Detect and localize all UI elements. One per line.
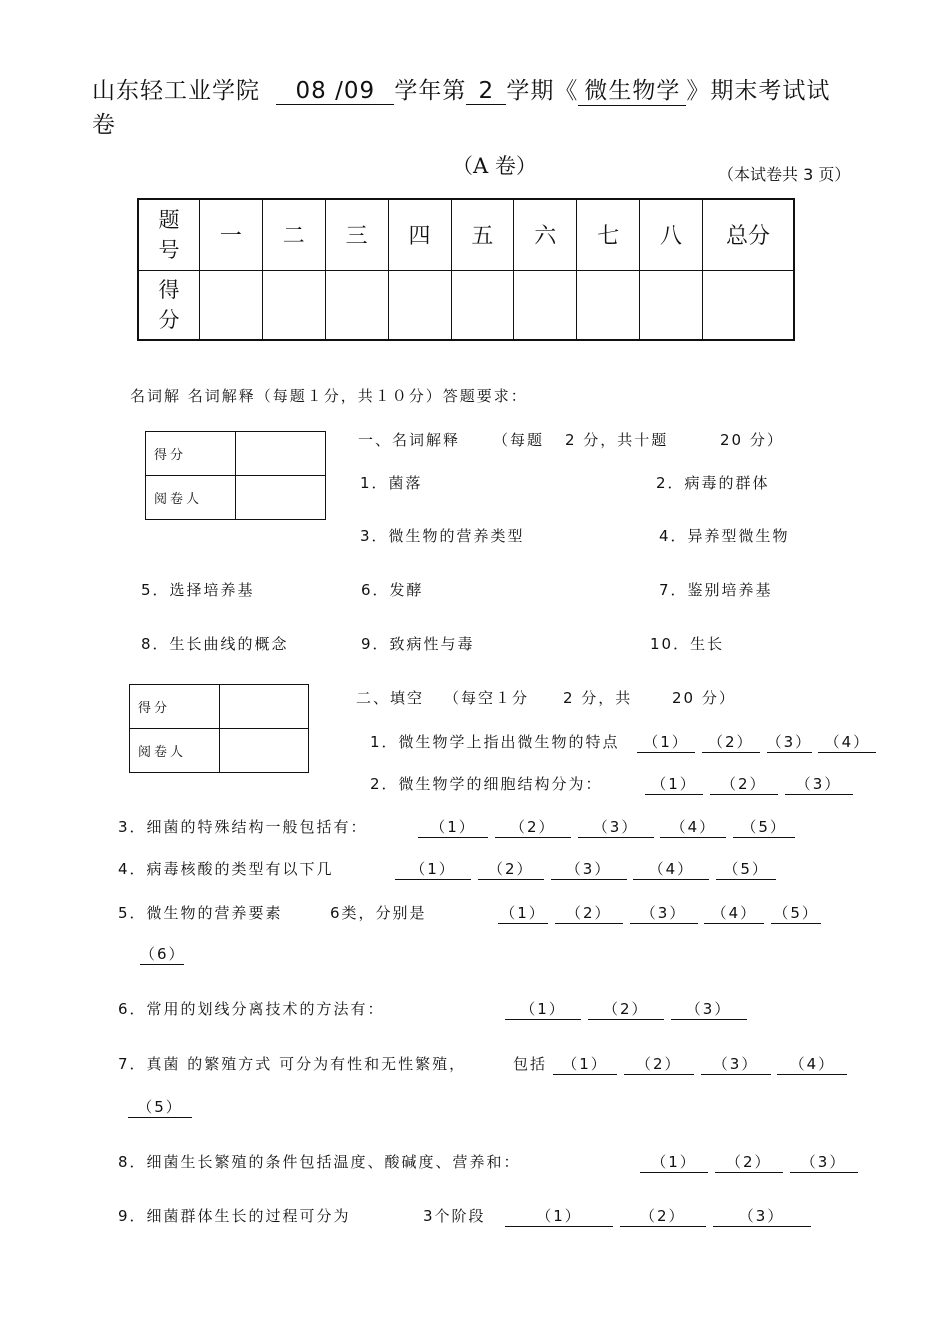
grader-score-cell[interactable] bbox=[220, 685, 309, 729]
answer-blank[interactable]: （1） bbox=[498, 902, 548, 924]
grader-score-cell[interactable] bbox=[236, 432, 326, 476]
term-item: 9．致病性与毒 bbox=[361, 635, 475, 653]
section-intro: 名词解 名词解释（每题１分，共１０分）答题要求： bbox=[130, 387, 528, 405]
answer-blank[interactable]: （5） bbox=[771, 902, 821, 924]
row-label-score: 得 分 bbox=[138, 270, 200, 340]
answer-blanks bbox=[498, 902, 821, 924]
col-header: 三 bbox=[325, 199, 388, 270]
answer-blank[interactable]: （4） bbox=[777, 1053, 847, 1075]
answer-blank[interactable]: （3） bbox=[578, 816, 654, 838]
question-text: 5．微生物的营养要素 bbox=[118, 904, 283, 922]
answer-blank[interactable]: （4） bbox=[660, 816, 726, 838]
course-name: 微生物学 bbox=[578, 72, 686, 106]
answer-blank[interactable]: （3） bbox=[790, 1151, 858, 1173]
answer-blank[interactable]: （1） bbox=[637, 731, 695, 753]
answer-blank[interactable]: （1） bbox=[553, 1053, 617, 1075]
part1-heading: 2 分，共十题 bbox=[565, 431, 669, 449]
answer-blanks bbox=[128, 1096, 192, 1118]
term-item: 8．生长曲线的概念 bbox=[141, 635, 289, 653]
term-item: 7．鉴别培养基 bbox=[659, 581, 773, 599]
part2-heading: （每空１分 bbox=[444, 689, 530, 707]
term-item: 6．发酵 bbox=[361, 581, 424, 599]
question-text: 8．细菌生长繁殖的条件包括温度、酸碱度、营养和： bbox=[118, 1153, 521, 1171]
pages-note: （本试卷共 3 页） bbox=[718, 165, 851, 184]
answer-blank[interactable]: （2） bbox=[478, 858, 544, 880]
answer-blank[interactable]: （1） bbox=[645, 773, 703, 795]
answer-blanks bbox=[395, 858, 776, 880]
col-header: 四 bbox=[388, 199, 451, 270]
answer-blank[interactable]: （3） bbox=[701, 1053, 771, 1075]
answer-blank[interactable]: （3） bbox=[766, 733, 813, 751]
answer-blank[interactable]: （2） bbox=[710, 773, 778, 795]
question-text: 6．常用的划线分离技术的方法有： bbox=[118, 1000, 385, 1018]
question-mid: 6类，分别是 bbox=[330, 904, 427, 922]
grader-score-label: 得分 bbox=[146, 432, 236, 476]
score-cell[interactable] bbox=[451, 270, 514, 340]
answer-blank[interactable]: （2） bbox=[715, 1151, 783, 1173]
answer-blank[interactable]: （2） bbox=[588, 998, 664, 1020]
grader-name-label: 阅卷人 bbox=[146, 476, 236, 520]
semester-text: 学期《 bbox=[506, 78, 579, 104]
term-item: 4．异养型微生物 bbox=[659, 527, 790, 545]
answer-blank[interactable]: （3） bbox=[713, 1205, 811, 1227]
answer-blank[interactable]: （1） bbox=[418, 816, 488, 838]
col-header: 六 bbox=[514, 199, 577, 270]
answer-blank[interactable]: （4） bbox=[633, 858, 709, 880]
grader-name-cell[interactable] bbox=[236, 476, 326, 520]
answer-blanks bbox=[140, 943, 184, 965]
col-header: 二 bbox=[262, 199, 325, 270]
answer-blank[interactable]: （1） bbox=[640, 1151, 708, 1173]
grader-score-label: 得分 bbox=[130, 685, 220, 729]
answer-blank[interactable]: （2） bbox=[495, 816, 571, 838]
answer-blanks bbox=[637, 731, 876, 753]
answer-blank[interactable]: （2） bbox=[620, 1205, 706, 1227]
question-text: 2．微生物学的细胞结构分为： bbox=[370, 775, 603, 793]
school-name: 山东轻工业学院 bbox=[92, 78, 260, 104]
answer-blank[interactable]: （6） bbox=[140, 945, 186, 963]
part1-heading: 一、名词解释 bbox=[358, 431, 461, 449]
col-header: 一 bbox=[200, 199, 263, 270]
term-item: 2．病毒的群体 bbox=[656, 474, 770, 492]
answer-blank[interactable]: （2） bbox=[555, 902, 623, 924]
answer-blank[interactable]: （1） bbox=[505, 998, 581, 1020]
score-cell[interactable] bbox=[703, 270, 795, 340]
term-item: 1．菌落 bbox=[360, 474, 423, 492]
col-header: 五 bbox=[451, 199, 514, 270]
answer-blank[interactable]: （1） bbox=[395, 858, 471, 880]
paper-type: （A 卷） bbox=[452, 154, 537, 178]
semester-number: 2 bbox=[466, 78, 506, 105]
score-cell[interactable] bbox=[325, 270, 388, 340]
score-cell[interactable] bbox=[514, 270, 577, 340]
col-header-total: 总分 bbox=[703, 199, 795, 270]
row-label-question: 题 号 bbox=[138, 199, 200, 270]
answer-blank[interactable]: （3） bbox=[630, 902, 698, 924]
answer-blank[interactable]: （5） bbox=[716, 858, 776, 880]
score-cell[interactable] bbox=[388, 270, 451, 340]
answer-blank[interactable]: （1） bbox=[505, 1205, 613, 1227]
col-header: 七 bbox=[577, 199, 640, 270]
grader-name-label: 阅卷人 bbox=[130, 729, 220, 773]
question-mid: 3个阶段 bbox=[423, 1207, 486, 1225]
answer-blank[interactable]: （2） bbox=[702, 731, 760, 753]
answer-blanks bbox=[645, 773, 853, 795]
question-text: 3．细菌的特殊结构一般包括有： bbox=[118, 818, 368, 836]
answer-blank[interactable]: （2） bbox=[624, 1053, 694, 1075]
term-item: 5．选择培养基 bbox=[141, 581, 255, 599]
answer-blanks bbox=[505, 998, 747, 1020]
question-text: 7．真菌 的繁殖方式 可分为有性和无性繁殖， bbox=[118, 1055, 467, 1073]
score-cell[interactable] bbox=[262, 270, 325, 340]
grader-name-cell[interactable] bbox=[220, 729, 309, 773]
score-cell[interactable] bbox=[640, 270, 703, 340]
exam-title bbox=[92, 72, 830, 106]
answer-blanks bbox=[640, 1151, 858, 1173]
grader-box-2 bbox=[129, 684, 309, 773]
question-text: 1．微生物学上指出微生物的特点 bbox=[370, 733, 620, 751]
part2-heading: 20 分） bbox=[672, 689, 736, 707]
question-text: 4．病毒核酸的类型有以下几 bbox=[118, 860, 334, 878]
part2-heading: 二、填空 bbox=[356, 689, 425, 707]
question-mid: 包括 bbox=[513, 1055, 548, 1073]
part1-heading: （每题 bbox=[493, 431, 545, 449]
part2-heading: 2 分，共 bbox=[563, 689, 633, 707]
answer-blank[interactable]: （4） bbox=[704, 902, 764, 924]
answer-blank[interactable]: （3） bbox=[671, 998, 747, 1020]
title-ending: 》期末考试试 bbox=[686, 78, 831, 104]
answer-blank[interactable]: （3） bbox=[785, 773, 853, 795]
academic-year: 08 /09 bbox=[276, 78, 394, 105]
answer-blank[interactable]: （5） bbox=[128, 1096, 192, 1118]
score-cell[interactable] bbox=[577, 270, 640, 340]
term-item: 10．生长 bbox=[650, 635, 725, 653]
answer-blank[interactable]: （4） bbox=[818, 731, 876, 753]
answer-blank[interactable]: （5） bbox=[733, 816, 795, 838]
title-line-2: 卷 bbox=[92, 112, 116, 138]
year-text: 学年第 bbox=[394, 78, 467, 104]
question-text: 9．细菌群体生长的过程可分为 bbox=[118, 1207, 351, 1225]
answer-blanks bbox=[505, 1205, 811, 1227]
answer-blanks bbox=[553, 1053, 847, 1075]
col-header: 八 bbox=[640, 199, 703, 270]
answer-blank[interactable]: （3） bbox=[551, 858, 627, 880]
part1-heading: 20 分） bbox=[720, 431, 784, 449]
score-cell[interactable] bbox=[200, 270, 263, 340]
grader-box-1 bbox=[145, 431, 326, 520]
answer-blanks bbox=[418, 816, 795, 838]
score-table bbox=[137, 198, 795, 341]
term-item: 3．微生物的营养类型 bbox=[360, 527, 525, 545]
